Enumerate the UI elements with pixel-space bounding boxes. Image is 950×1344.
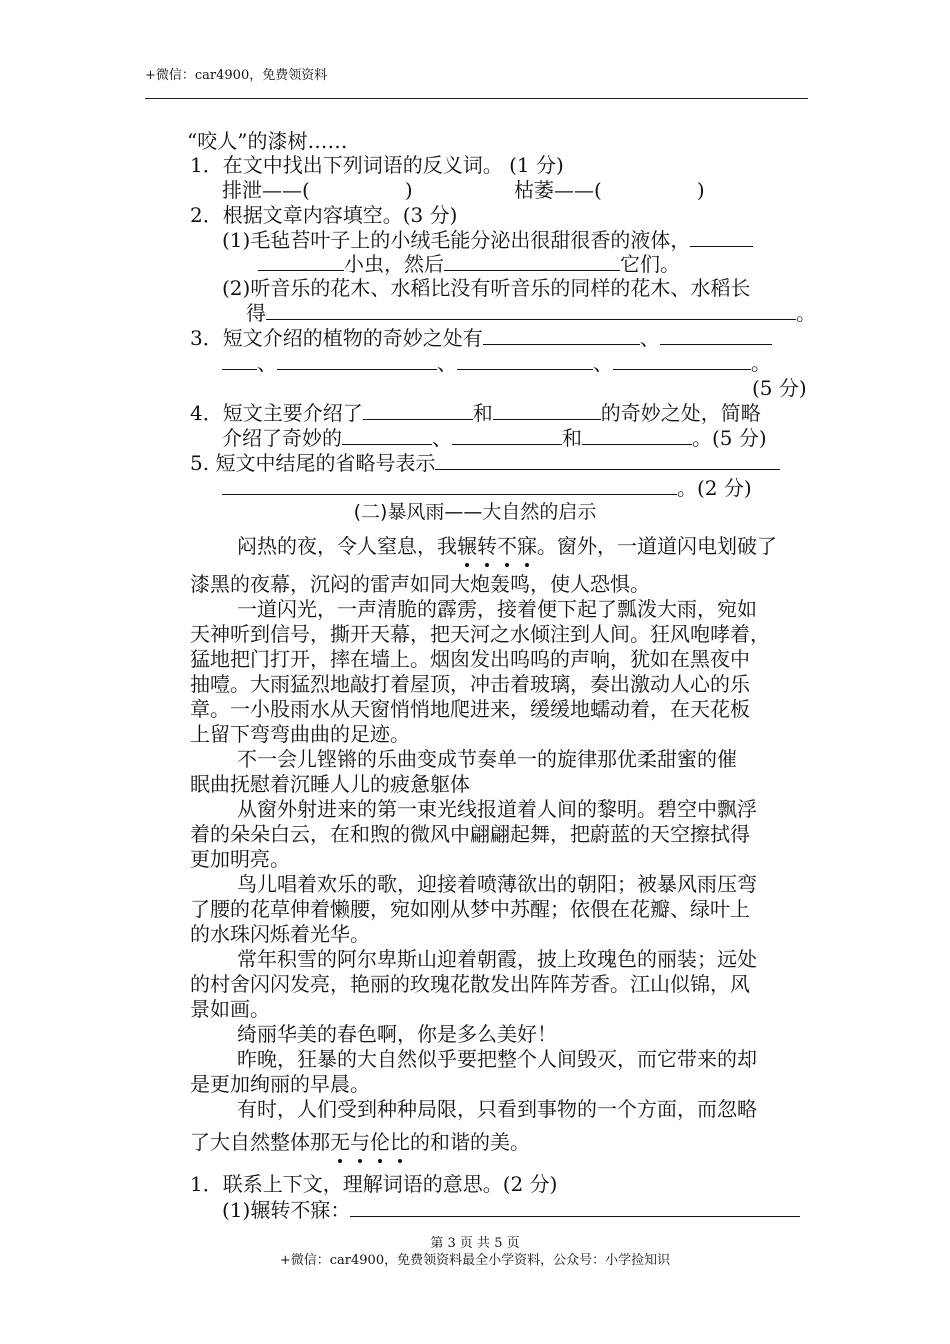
header-note: +微信：car4900，免费领资料 [145,68,328,83]
story-p8-line: 昨晚，狂暴的大自然似乎要把整个人间毁灭，而它带来的却 [237,1047,757,1071]
blank[interactable] [582,425,692,445]
story-p6-line: 常年积雪的阿尔卑斯山迎着朝霞，披上玫瑰色的丽装；远处 [237,947,757,971]
q2-item2-line2: 得 。 [246,301,816,325]
q3-line1: 3．短文介绍的植物的奇妙之处有 、 [190,325,772,351]
story-p2-line: 天神听到信号，撕开天幕，把天河之水倾注到人间。狂风咆哮着， [190,622,770,646]
section2-title: (二)暴风雨——大自然的启示 [353,501,597,523]
footer-note: +微信：car4900，免费领资料最全小学资料，公众号：小学捡知识 [279,1253,671,1268]
story-p4-line: 从窗外射进来的第一束光线报道着人间的黎明。碧空中飘浮 [237,797,757,821]
story-p2-line: 章。一小股雨水从天窗悄悄地爬进来，缓缓地蠕动着，在天花板 [190,697,750,721]
q2-label: 2．根据文章内容填空。(3 分) [190,203,458,227]
story-p7-line: 绮丽华美的春色啊，你是多么美好！ [237,1022,557,1046]
story-p4-line: 着的朵朵白云，在和煦的微风中翩翩起舞，把蔚蓝的天空擦拭得 [190,822,750,846]
q2-item1-line1: (1)毛毡苔叶子上的小绒毛能分泌出很甜很香的液体， [222,227,753,253]
story-p2-line: 抽噎。大雨猛烈地敲打着屋顶，冲击着玻璃，奏出激动人心的乐 [190,672,750,696]
blank[interactable] [493,400,601,420]
blank[interactable] [222,475,677,495]
blank[interactable] [222,350,257,370]
q4-line2: 介绍了奇妙的 、 和 。(5 分) [222,426,767,450]
blank[interactable] [452,425,562,445]
story-p1-line2: 漆黑的夜幕，沉闷的雷声如同大炮轰鸣，使人恐惧。 [190,572,650,596]
sec2-q1-item1: (1)辗转不寐： [222,1197,800,1223]
q5-line1: 5. 短文中结尾的省略号表示 [190,450,780,476]
story-p3-line: 不一会儿铿锵的乐曲变成节奏单一的旋律那优柔甜蜜的催 [237,747,737,771]
q1-antonym-1: 排泄——( ) [222,178,413,202]
story-p5-line: 的水珠闪烁着光华。 [190,922,370,946]
story-p2-line: 猛地把门打开，摔在墙上。烟囱发出呜呜的声响，犹如在黑夜中 [190,647,750,671]
sec2-q1-label: 1．联系上下文，理解词语的意思。(2 分) [190,1172,558,1196]
story-p3-line: 眠曲抚慰着沉睡人儿的疲惫躯体 [190,772,470,796]
q1-label: 1．在文中找出下列词语的反义词。 (1 分) [190,153,564,177]
story-p5-line: 了腰的花草伸着懒腰，宛如刚从梦中苏醒；依偎在花瓣、绿叶上 [190,897,750,921]
blank[interactable] [457,350,593,370]
passage-last-line: “咬人”的漆树…… [187,129,348,153]
header-divider [145,98,808,99]
story-p6-line: 的村舍闪闪发亮，艳丽的玫瑰花散发出阵阵芳香。江山似锦，风 [190,972,750,996]
story-p2-line: 一道闪光，一声清脆的霹雳，接着便下起了瓢泼大雨，宛如 [237,597,757,621]
blank[interactable] [444,251,620,271]
q3-line2: 、 、 、 。 [222,350,771,376]
blank[interactable] [266,300,796,320]
q2-item2-line1: (2)听音乐的花木、水稻比没有听音乐的同样的花木、水稻长 [222,276,751,300]
story-p4-line: 更加明亮。 [190,847,290,871]
story-p5-line: 鸟儿唱着欢乐的歌，迎接着喷薄欲出的朝阳；被暴风雨压弯 [237,872,757,896]
blank[interactable] [690,227,753,247]
blank[interactable] [483,325,640,345]
story-p9-line2: 了大自然整体那无与伦比的和谐的美。 [190,1130,530,1154]
q1-antonym-2: 枯萎——( ) [514,178,705,202]
blank[interactable] [342,425,432,445]
q5-line2: 。(2 分) [222,475,752,501]
blank[interactable] [660,325,772,345]
blank[interactable] [277,350,437,370]
story-p8-line: 是更加绚丽的早晨。 [190,1072,370,1096]
blank[interactable] [258,251,344,271]
blank[interactable] [363,400,473,420]
q2-item1-line2: 小虫，然后 它们。 [258,251,680,277]
story-p6-line: 景如画。 [190,997,270,1021]
blank[interactable] [435,450,780,470]
blank[interactable] [613,350,751,370]
q4-line1: 4．短文主要介绍了 和 的奇妙之处，简略 [190,401,761,425]
q3-score: (5 分) [752,376,807,400]
story-p1-line1: 闷热的夜，令人窒息，我辗转不寐。窗外，一道道闪电划破了 [237,534,777,558]
blank[interactable] [350,1197,800,1217]
story-p9-line1: 有时，人们受到种种局限，只看到事物的一个方面，而忽略 [237,1097,757,1121]
page-number: 第 3 页 共 5 页 [430,1236,520,1251]
story-p2-line: 上留下弯弯曲曲的足迹。 [190,722,410,746]
